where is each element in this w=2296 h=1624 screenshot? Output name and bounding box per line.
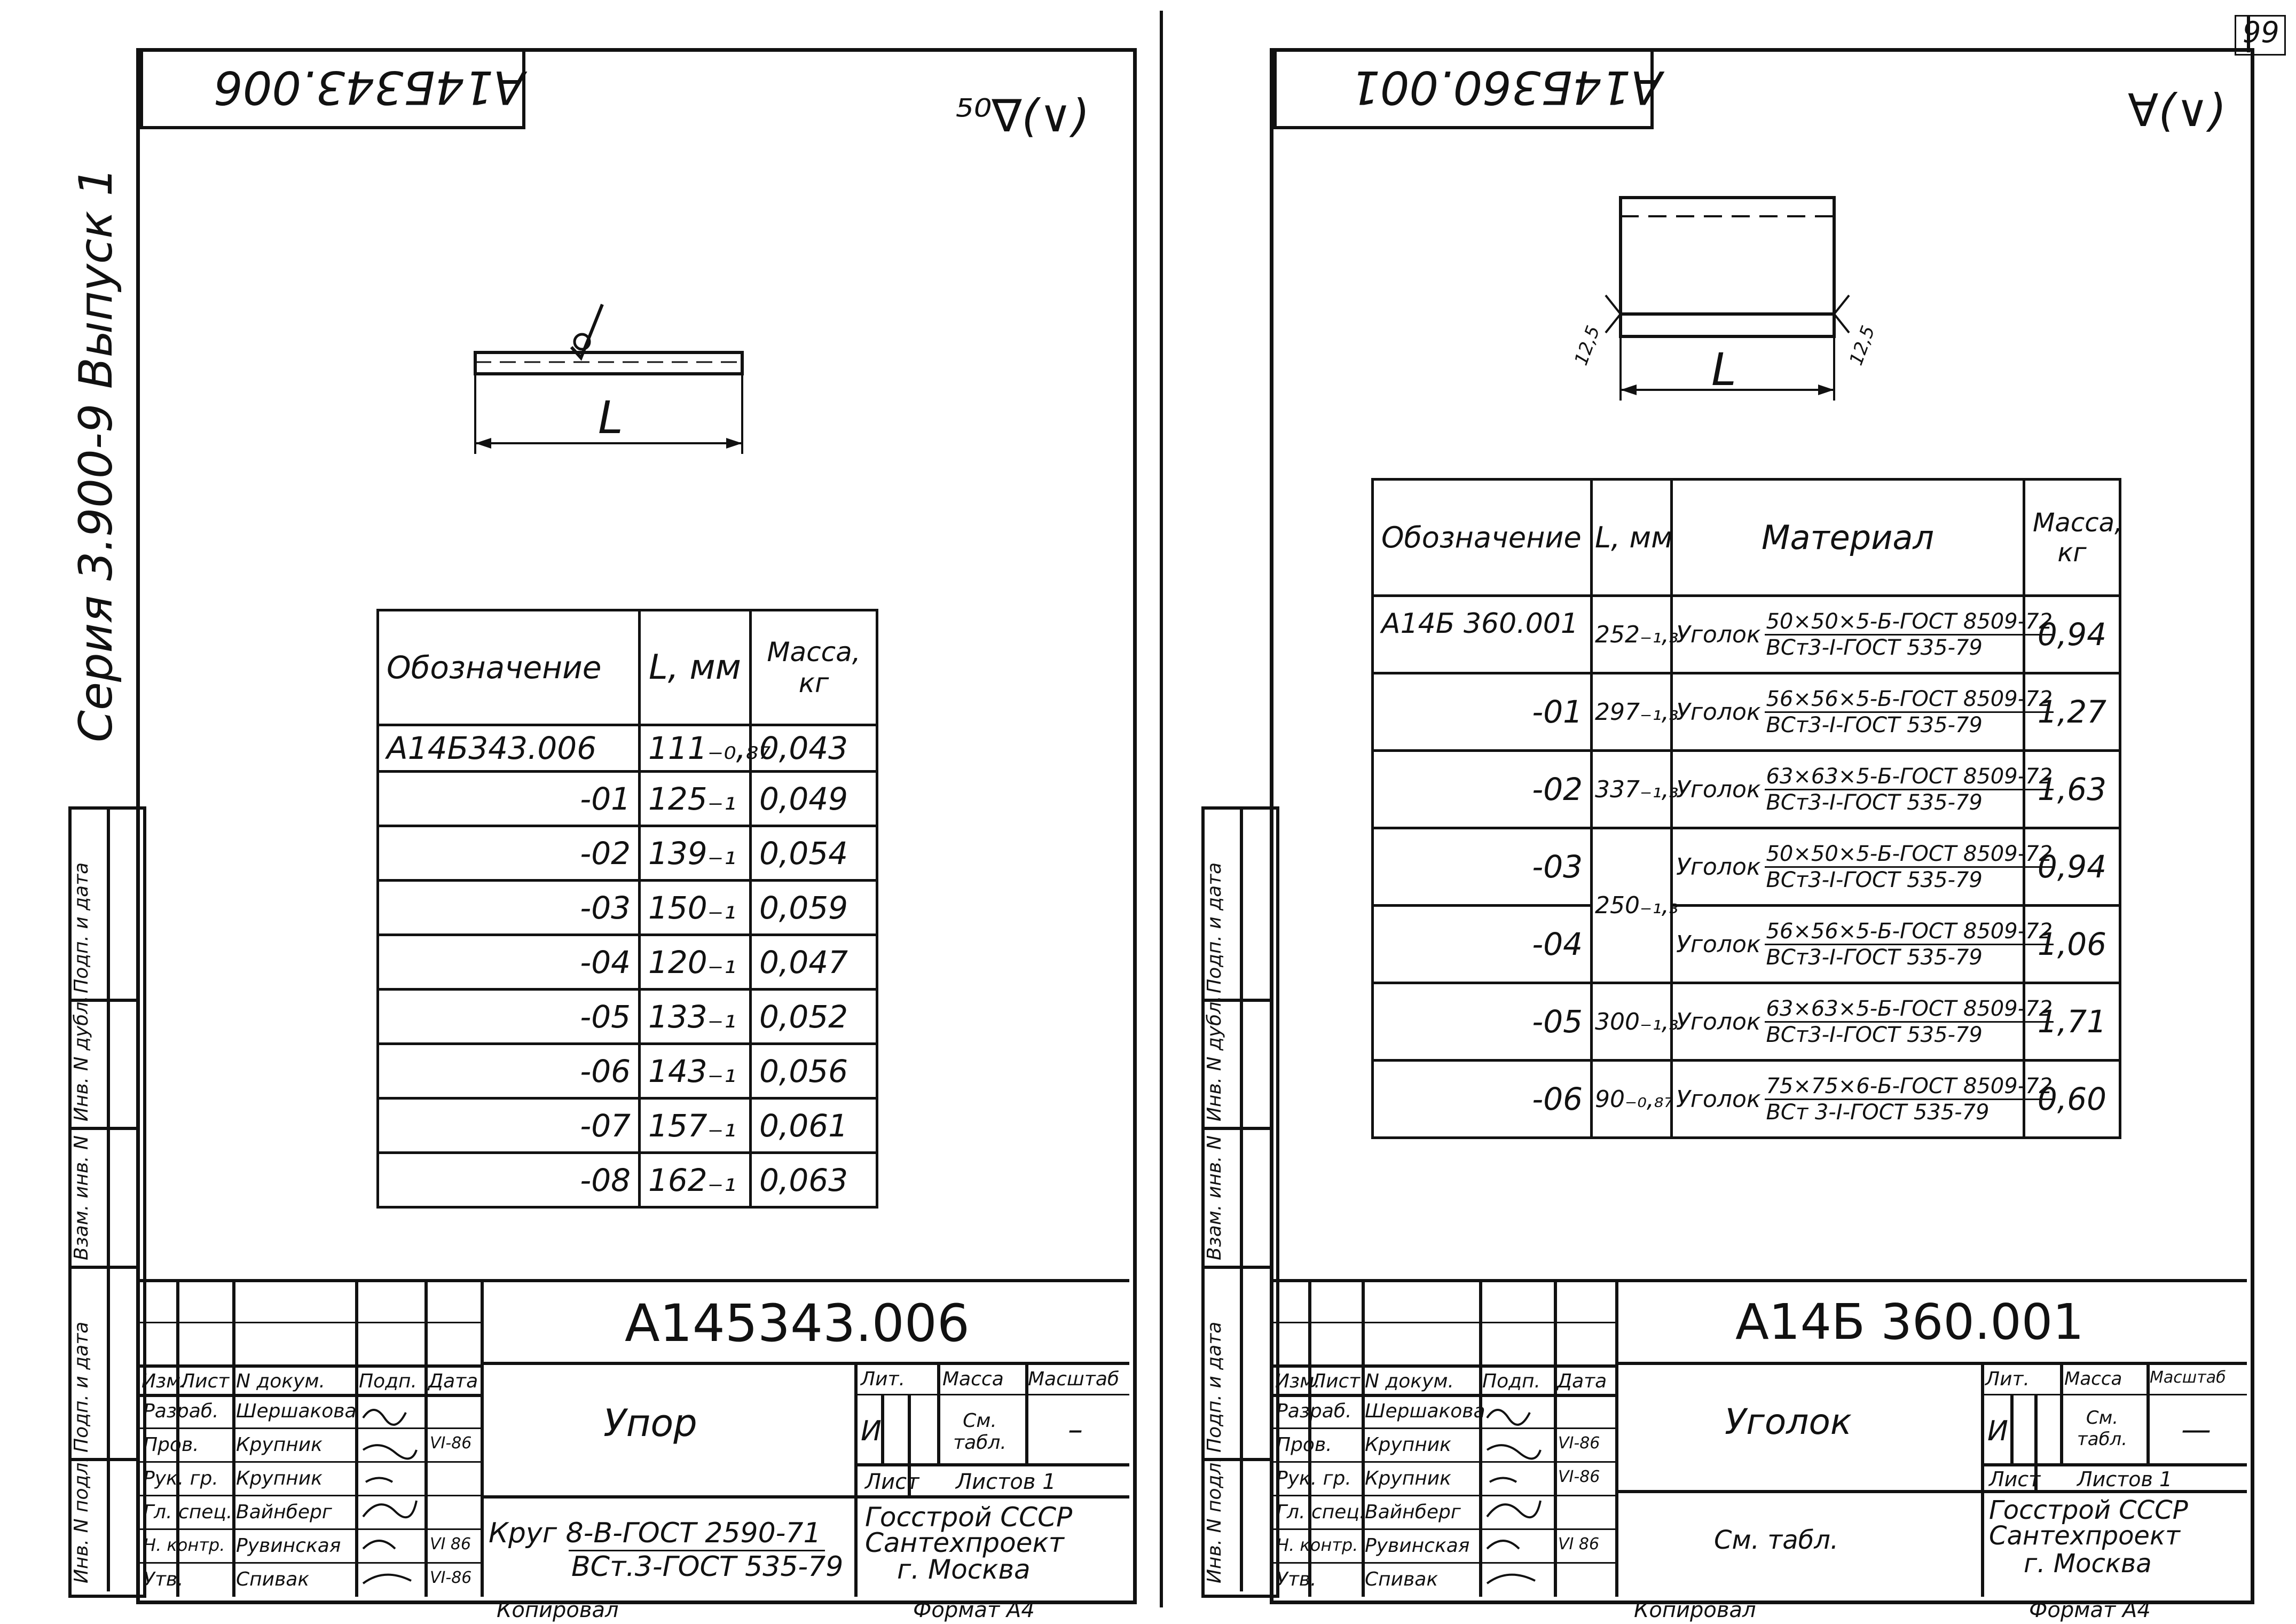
- lit-value: И: [861, 1415, 882, 1447]
- signature-marks: [1482, 1397, 1551, 1594]
- table-row: -01 125₋₁ 0,049: [378, 772, 877, 826]
- sheet-label: Лист: [865, 1470, 919, 1494]
- col-header: Подп.: [359, 1370, 417, 1392]
- table-header: Масса, кг: [2024, 480, 2120, 596]
- role-label: Гл. спец.: [1276, 1501, 1366, 1523]
- person-name: Крупник: [236, 1468, 323, 1489]
- sheets-label: Листов 1: [956, 1470, 1056, 1494]
- right-edge-mark-left: 12,5: [1570, 323, 1605, 368]
- col-header: Изм.: [1275, 1370, 1320, 1392]
- table-row: -03 250₋₁,₃ Уголок $\frac{\text{50×50×5-Б-ГОСТ 8509-72}}{\text{ВСт3-I-ГОСТ 535-79}}$ 0,94: [1373, 828, 2120, 906]
- mass-label: Масса: [942, 1368, 1004, 1390]
- lit-value: И: [1987, 1415, 2008, 1447]
- table-header: L, мм: [640, 610, 751, 725]
- side-stamp-label: Подп. и дата: [70, 1321, 92, 1453]
- right-edge-mark-right: 12,5: [1845, 323, 1880, 368]
- person-name: Рувинская: [236, 1535, 341, 1557]
- person-name: Крупник: [236, 1434, 323, 1456]
- sign-date: VI 86: [430, 1535, 471, 1554]
- left-material-line1: Круг 8-В-ГОСТ 2590-71: [489, 1517, 821, 1549]
- table-row: А14Б 360.001 252₋₁,₃ Уголок $\frac{\text{50×50×5-Б-ГОСТ 8509-72}}{\text{ВСт3-I-ГОСТ 535-79}}$ 0,94: [1373, 596, 2120, 673]
- table-row: -05 300₋₁,₃ Уголок $\frac{\text{63×63×5-Б-ГОСТ 8509-72}}{\text{ВСт3-I-ГОСТ 535-79}}$ 1,71: [1373, 983, 2120, 1061]
- left-spec-table: [376, 609, 878, 1209]
- table-row: -02 337₋₁,₃ Уголок $\frac{\text{63×63×5-Б-ГОСТ 8509-72}}{\text{ВСт3-I-ГОСТ 535-79}}$ 1,63: [1373, 751, 2120, 828]
- lit-label: Лит.: [1985, 1368, 2030, 1390]
- person-name: Рувинская: [1365, 1535, 1470, 1557]
- person-name: Крупник: [1365, 1434, 1451, 1456]
- sheets-label: Листов 1: [2077, 1468, 2173, 1491]
- col-header: N докум.: [236, 1370, 325, 1392]
- mass-label: Масса: [2064, 1368, 2122, 1390]
- right-spec-table: [1371, 478, 2121, 1139]
- left-copied-label: Копировал: [497, 1598, 619, 1622]
- person-name: Вайнберг: [1365, 1501, 1461, 1523]
- table-row: -08 162₋₁ 0,063: [378, 1153, 877, 1207]
- table-row: -04 120₋₁ 0,047: [378, 935, 877, 990]
- role-label: Разраб.: [143, 1400, 219, 1422]
- scale-value: —: [2181, 1413, 2211, 1447]
- role-label: Н. контр.: [143, 1535, 225, 1555]
- side-stamp-label: Инв. N дубл.: [70, 995, 92, 1121]
- side-stamp-label: Инв. N дубл.: [1204, 995, 1225, 1121]
- signature-marks: [358, 1397, 422, 1594]
- table-header: Обозначение: [378, 610, 640, 725]
- col-header: Дата: [428, 1370, 478, 1392]
- col-header: Лист: [180, 1370, 230, 1392]
- left-part-name: Упор: [603, 1401, 697, 1445]
- role-label: Разраб.: [1276, 1400, 1352, 1422]
- sign-date: VI-86: [1558, 1434, 1600, 1453]
- side-stamp-label: Подп. и дата: [1204, 1321, 1225, 1453]
- person-name: Крупник: [1365, 1468, 1451, 1489]
- side-stamp-label: Подп. и дата: [1204, 862, 1225, 993]
- person-name: Шершакова: [236, 1400, 357, 1422]
- org-line: г. Москва: [2024, 1549, 2152, 1579]
- col-header: Изм.: [141, 1370, 187, 1392]
- col-header: N докум.: [1365, 1370, 1454, 1392]
- right-dimension-label: L: [1711, 343, 1736, 396]
- table-header: Обозначение: [1373, 480, 1592, 596]
- right-copied-label: Копировал: [1634, 1598, 1756, 1622]
- left-dimension-label: L: [598, 391, 623, 444]
- right-part-name: Уголок: [1725, 1401, 1852, 1442]
- side-stamp-label: Инв. N подл.: [1204, 1456, 1225, 1583]
- sheet-divider: [1160, 11, 1163, 1607]
- scale-label: Масштаб: [1028, 1368, 1120, 1390]
- role-label: Пров.: [143, 1434, 199, 1456]
- side-stamp-label: Взам. инв. N: [70, 1135, 92, 1260]
- left-code-stamp: А14Б343.006: [214, 60, 525, 114]
- table-row: -04 Уголок $\frac{\text{56×56×5-Б-ГОСТ 8509-72}}{\text{ВСт3-I-ГОСТ 535-79}}$ 1,06: [1373, 906, 2120, 983]
- sign-date: VI-86: [430, 1568, 472, 1587]
- right-roughness-mark: ∀(∨): [2128, 84, 2227, 137]
- person-name: Спивак: [1365, 1568, 1438, 1590]
- sign-date: VI-86: [1558, 1468, 1600, 1486]
- right-code-stamp: А14Б360.001: [1351, 60, 1662, 114]
- col-header: Лист: [1311, 1370, 1361, 1392]
- table-row: -01 297₋₁,₃ Уголок $\frac{\text{56×56×5-Б-ГОСТ 8509-72}}{\text{ВСт3-I-ГОСТ 535-79}}$ 1,27: [1373, 673, 2120, 751]
- role-label: Рук. гр.: [143, 1468, 218, 1489]
- side-stamp-label: Взам. инв. N: [1204, 1135, 1225, 1260]
- role-label: Утв.: [143, 1568, 184, 1590]
- scale-label: Масштаб: [2150, 1368, 2226, 1387]
- left-material-line2: ВСт.3-ГОСТ 535-79: [571, 1551, 844, 1583]
- side-stamp-label: Подп. и дата: [70, 862, 92, 993]
- org-line: Сантехпроект: [1989, 1521, 2180, 1551]
- left-format-label: Формат А4: [913, 1598, 1035, 1622]
- org-line: Сантехпроект: [865, 1527, 1064, 1558]
- sign-date: VI-86: [430, 1434, 472, 1453]
- lit-label: Лит.: [861, 1368, 905, 1390]
- series-side-text: Серия 3.900-9 Выпуск 1: [69, 167, 123, 742]
- table-row: -05 133₋₁ 0,052: [378, 990, 877, 1044]
- role-label: Гл. спец.: [143, 1501, 233, 1523]
- right-format-label: Формат А4: [2029, 1598, 2151, 1622]
- org-line: г. Москва: [897, 1554, 1031, 1585]
- col-header: Дата: [1557, 1370, 1607, 1392]
- person-name: Вайнберг: [236, 1501, 332, 1523]
- org-line: Госстрой СССР: [1989, 1495, 2188, 1525]
- side-stamp-label: Инв. N подл.: [70, 1456, 92, 1583]
- org-line: Госстрой СССР: [865, 1502, 1073, 1533]
- table-header: Масса, кг: [751, 610, 877, 725]
- mass-value: См. табл.: [2077, 1407, 2128, 1450]
- left-doc-code: А145343.006: [625, 1293, 970, 1353]
- sheet-label: Лист: [1989, 1468, 2041, 1491]
- table-row: -06 143₋₁ 0,056: [378, 1044, 877, 1099]
- person-name: Шершакова: [1365, 1400, 1485, 1422]
- table-row: -06 90₋₀,₈₇ Уголок $\frac{\text{75×75×6-Б-ГОСТ 8509-72}}{\text{ВСт 3-I-ГОСТ 535-79}}$ 0,60: [1373, 1061, 2120, 1138]
- table-row: А14Б343.006 111₋₀,₈₇ 0,043: [378, 725, 877, 772]
- col-header: Подп.: [1482, 1370, 1540, 1392]
- person-name: Спивак: [236, 1568, 310, 1590]
- page-number: 99: [2243, 15, 2279, 49]
- left-roughness-mark: ⁵⁰∇(∨): [956, 90, 1090, 142]
- table-header: Материал: [1672, 480, 2024, 596]
- sign-date: VI 86: [1558, 1535, 1600, 1554]
- right-material: См. табл.: [1714, 1525, 1839, 1555]
- role-label: Пров.: [1276, 1434, 1332, 1456]
- role-label: Н. контр.: [1276, 1535, 1358, 1555]
- right-doc-code: А14Б 360.001: [1735, 1293, 2084, 1351]
- table-row: -07 157₋₁ 0,061: [378, 1099, 877, 1153]
- scale-value: –: [1068, 1413, 1083, 1447]
- table-header: L, мм: [1592, 480, 1672, 596]
- mass-value: См. табл.: [953, 1410, 1007, 1454]
- role-label: Рук. гр.: [1276, 1468, 1351, 1489]
- table-row: -02 139₋₁ 0,054: [378, 826, 877, 881]
- role-label: Утв.: [1276, 1568, 1317, 1590]
- table-row: -03 150₋₁ 0,059: [378, 881, 877, 935]
